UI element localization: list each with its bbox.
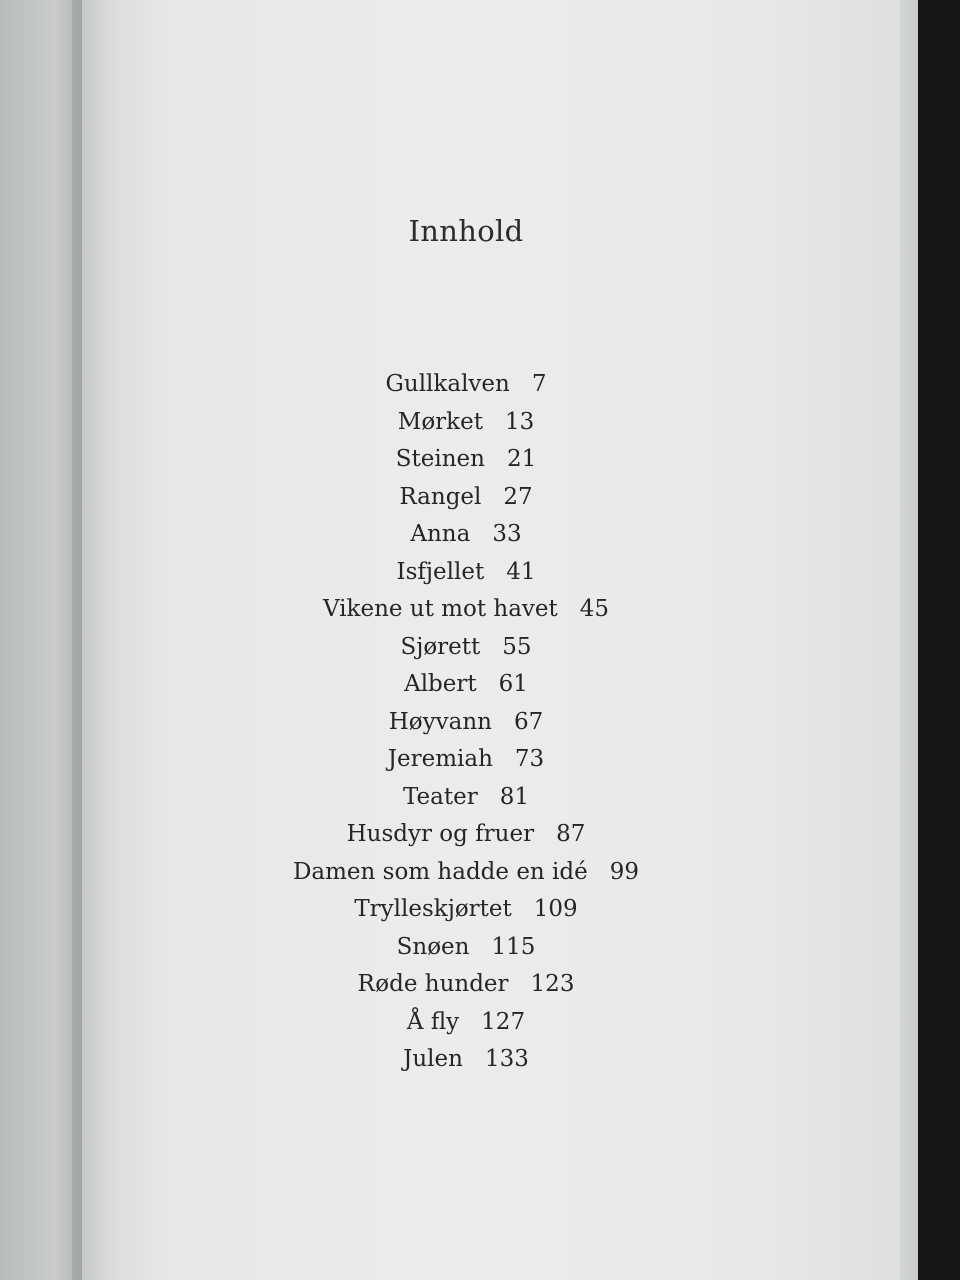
toc-entry-page: 109 xyxy=(533,896,578,922)
toc-entry-title: Sjørett xyxy=(400,633,481,660)
toc-entry-page: 67 xyxy=(513,708,544,735)
toc-entry-title: Isfjellet xyxy=(396,558,485,585)
toc-entry-title: Husdyr og fruer xyxy=(346,821,535,847)
toc-entry-page: 123 xyxy=(530,971,575,997)
toc-entry-page: 33 xyxy=(492,521,522,547)
toc-entry xyxy=(82,891,850,929)
toc-entry-page: 81 xyxy=(499,783,529,810)
toc-entry-title: Julen xyxy=(403,1046,463,1072)
toc-entry xyxy=(82,441,850,479)
toc-entry xyxy=(82,779,850,817)
toc-entry xyxy=(82,704,850,742)
background-fabric xyxy=(918,0,960,1280)
toc-entry-title: Anna xyxy=(410,521,471,547)
toc-entry-page: 21 xyxy=(506,446,537,472)
toc-entry-page: 115 xyxy=(491,933,536,960)
toc-entry-page: 127 xyxy=(481,1008,526,1035)
toc-entry-title: Gullkalven xyxy=(385,371,510,397)
toc-entry xyxy=(82,966,850,1004)
toc-entry xyxy=(82,854,850,892)
toc-entry-page: 13 xyxy=(504,408,535,435)
toc-entry xyxy=(82,929,850,967)
toc-entry-title: Røde hunder xyxy=(357,971,509,997)
toc-entry xyxy=(82,366,850,404)
toc-entry-page: 55 xyxy=(502,633,532,660)
toc-entry-page: 73 xyxy=(514,746,545,772)
toc-entry-title: Trylleskjørtet xyxy=(354,896,512,922)
toc-entry-page: 87 xyxy=(556,821,586,847)
toc-entry-page: 41 xyxy=(506,558,536,585)
toc-title: Innhold xyxy=(408,214,524,248)
toc-entry xyxy=(82,404,850,442)
toc-entry-title: Teater xyxy=(402,783,478,810)
toc-entry xyxy=(82,741,850,779)
toc-entry-title: Høyvann xyxy=(388,708,492,735)
toc-list xyxy=(82,366,850,1079)
toc-entry xyxy=(82,516,850,554)
toc-entry-title: Damen som hadde en idé xyxy=(292,858,588,885)
toc-entry-title: Mørket xyxy=(397,408,483,435)
toc-entry-page: 7 xyxy=(531,371,547,397)
toc-entry-title: Albert xyxy=(404,671,477,697)
toc-entry-page: 133 xyxy=(484,1046,529,1072)
toc-entry-title: Jeremiah xyxy=(387,746,493,772)
toc-entry xyxy=(82,554,850,592)
page-edge xyxy=(900,0,920,1280)
toc-entry-title: Rangel xyxy=(399,483,482,510)
toc-entry xyxy=(82,1041,850,1079)
toc-entry xyxy=(82,666,850,704)
toc-entry-page: 99 xyxy=(609,858,640,885)
toc-entry xyxy=(82,591,850,629)
toc-entry-title: Steinen xyxy=(395,446,485,472)
toc-entry xyxy=(82,1004,850,1042)
toc-entry-title: Snøen xyxy=(396,933,470,960)
table-of-contents xyxy=(82,0,850,1280)
toc-entry-page: 61 xyxy=(498,671,528,697)
toc-entry-page: 45 xyxy=(579,596,610,622)
toc-entry-page: 27 xyxy=(503,483,533,510)
toc-entry xyxy=(82,816,850,854)
toc-entry xyxy=(82,629,850,667)
toc-entry-title: Vikene ut mot havet xyxy=(322,596,558,622)
toc-entry-title: Å fly xyxy=(406,1008,460,1035)
toc-entry xyxy=(82,479,850,517)
